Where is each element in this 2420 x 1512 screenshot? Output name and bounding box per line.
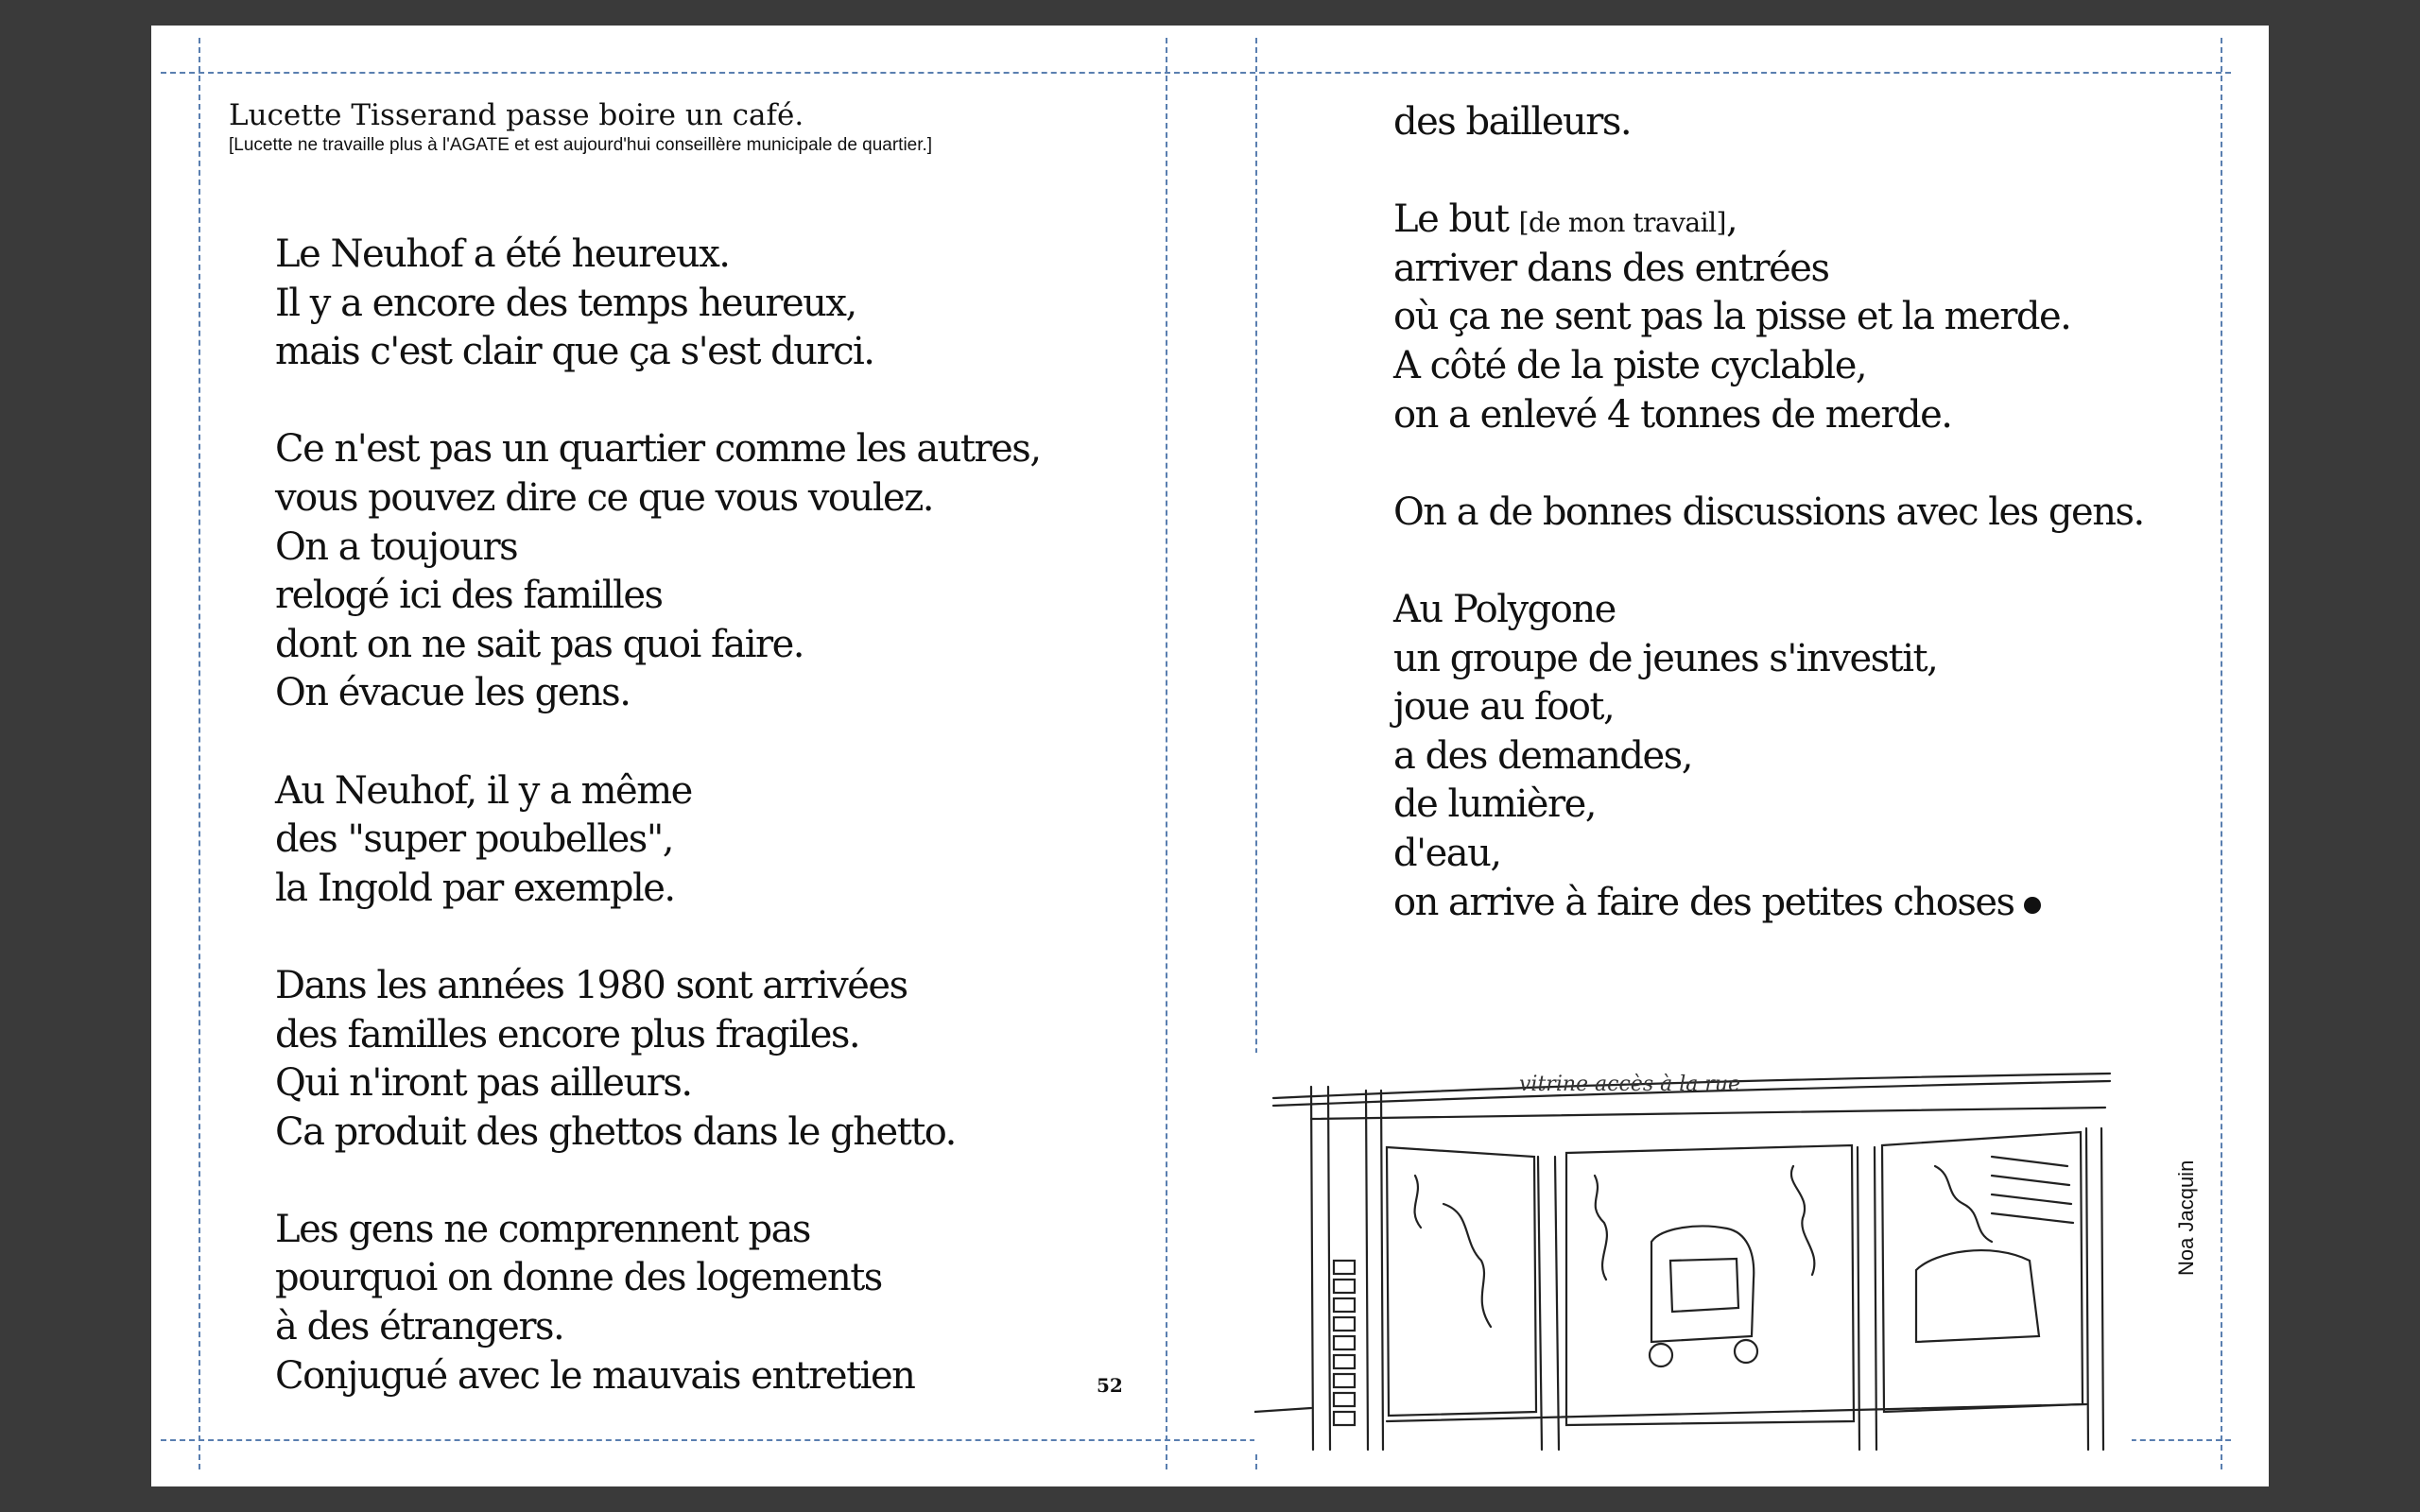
poem-line: Au Neuhof, il y a même [275,768,692,813]
poem-line: dont on ne sait pas quoi faire. [275,622,804,666]
sketch-illustration [1254,1053,2132,1453]
poem-line: relogé ici des familles [275,574,663,618]
left-poem [275,231,1041,1400]
end-mark-icon [2024,897,2041,914]
poem-line: des familles encore plus fragiles. [275,1012,860,1057]
poem-line: à des étrangers. [275,1305,564,1349]
poem-line: on a enlevé 4 tonnes de merde. [1393,392,1952,437]
poem-line-lead: Le but [1393,198,1509,242]
poem-line: Au Polygone [1393,587,1616,631]
storefront-sketch [1254,1053,2132,1453]
poem-line [1393,879,2144,928]
poem-line: un groupe de jeunes s'investit, [1393,636,1938,680]
editorial-insert: [de mon travail] [1518,207,1726,239]
poem-line: où ça ne sent pas la pisse et la merde. [1393,295,2071,339]
poem-line: d'eau, [1393,831,1501,875]
poem-line: Conjugué avec le mauvais entretien [275,1353,915,1398]
page-header-title: Lucette Tisserand passe boire un café. [229,98,804,132]
poem-line: a des demandes, [1393,733,1692,778]
poem-line: Ca produit des ghettos dans le ghetto. [275,1109,956,1154]
poem-line: joue au foot, [1393,685,1615,730]
poem-line: des bailleurs. [1393,100,1632,144]
poem-line: vous pouvez dire ce que vous voulez. [275,475,934,520]
right-poem [1393,98,2144,927]
guide-left [199,38,200,1469]
poem-line: Qui n'iront pas ailleurs. [275,1061,692,1106]
guide-right [2221,38,2222,1469]
illustration-credit: Noa Jacquin [2174,1160,2198,1276]
poem-line: Les gens ne comprennent pas [275,1207,810,1251]
poem-line [1393,196,2144,245]
poem-line: mais c'est clair que ça s'est durci. [275,330,874,374]
poem-line: Le Neuhof a été heureux. [275,232,730,276]
sketch-caption: vitrine accès à la rue [1519,1073,1741,1096]
poem-line: On évacue les gens. [275,671,631,715]
poem-line: Il y a encore des temps heureux, [275,281,856,325]
poem-last-line: on arrive à faire des petites choses [1393,880,2014,924]
poem-line: la Ingold par exemple. [275,866,675,910]
poem-line: Ce n'est pas un quartier comme les autres, [275,427,1041,472]
poem-line-comma: , [1725,198,1737,242]
poem-line: arriver dans des entrées [1393,246,1829,290]
poem-line: de lumière, [1393,782,1596,827]
poem-line: A côté de la piste cyclable, [1393,343,1867,387]
guide-fold-left [1166,38,1167,1469]
page-number: 52 [1097,1374,1123,1397]
poem-line: On a toujours [275,524,518,569]
poem-line: des "super poubelles", [275,817,673,862]
guide-top [161,72,2231,74]
poem-line: pourquoi on donne des logements [275,1256,882,1300]
poem-line: On a de bonnes discussions avec les gens. [1393,490,2144,534]
page-header-subtitle: [Lucette ne travaille plus à l'AGATE et est aujourd'hui conseillère municipale de quartier.] [229,135,933,155]
poem-line: Dans les années 1980 sont arrivées [275,963,908,1007]
